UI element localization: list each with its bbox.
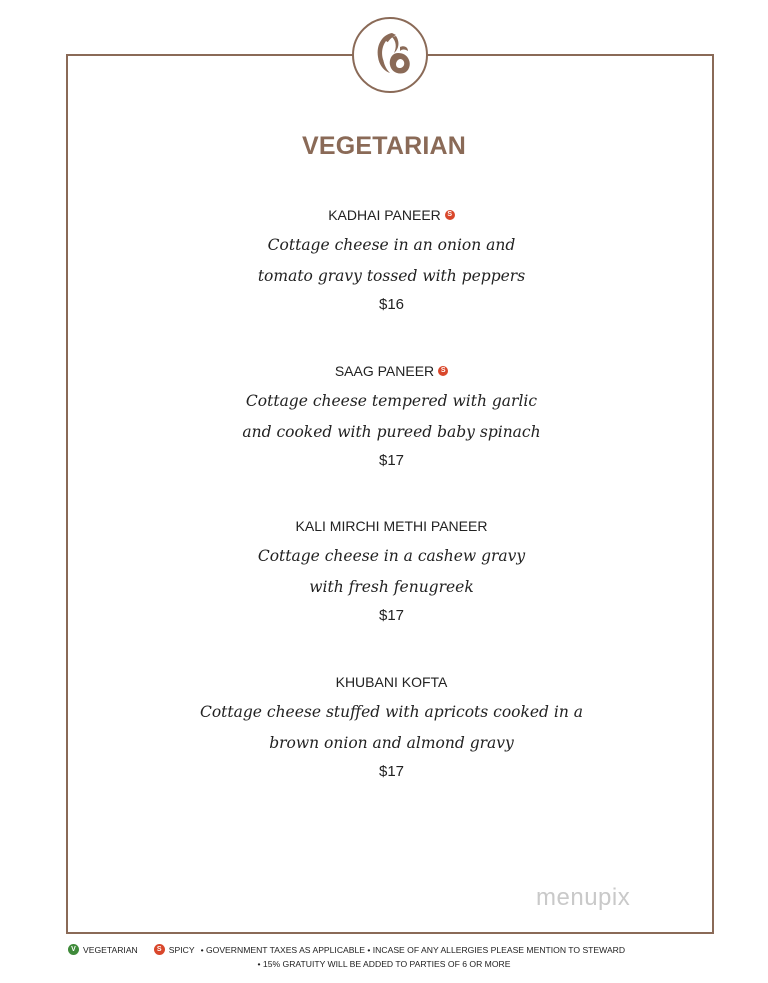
description-line: Cottage cheese tempered with garlic — [245, 392, 538, 410]
spicy-icon: S — [445, 210, 455, 220]
item-price: $16 — [378, 296, 405, 313]
peacock-logo-icon — [362, 27, 418, 83]
item-name: SAAG PANEER — [334, 363, 435, 379]
legend-vegetarian-label: VEGETARIAN — [83, 944, 138, 955]
item-name-row — [0, 673, 768, 691]
legend-line — [68, 944, 625, 955]
item-name: KHUBANI KOFTA — [335, 674, 448, 690]
menu-item — [0, 362, 768, 469]
watermark: menupix — [536, 884, 631, 911]
description-line: brown onion and almond gravy — [269, 734, 514, 752]
section-title: VEGETARIAN — [301, 132, 467, 160]
menu-item — [0, 517, 768, 624]
legend-spicy-label: SPICY — [168, 944, 195, 955]
item-name-row — [0, 206, 768, 224]
spicy-icon: S — [154, 944, 165, 955]
description-line: and cooked with pureed baby spinach — [242, 423, 541, 441]
item-name: KADHAI PANEER — [328, 207, 441, 223]
description-line: with fresh fenugreek — [309, 578, 474, 596]
description-line: Cottage cheese in a cashew gravy — [257, 547, 526, 565]
item-name-row — [0, 517, 768, 535]
menu-item — [0, 673, 768, 780]
description-line: Cottage cheese in an onion and — [267, 236, 516, 254]
description-line: Cottage cheese stuffed with apricots cooked in a — [199, 703, 584, 721]
item-description — [0, 386, 768, 448]
item-price: $17 — [378, 452, 405, 469]
menu-border — [66, 54, 714, 934]
menu-item — [0, 206, 768, 313]
item-price: $17 — [378, 763, 405, 780]
item-description — [0, 697, 768, 759]
restaurant-logo — [352, 17, 428, 93]
item-description — [0, 541, 768, 603]
item-name: KALI MIRCHI METHI PANEER — [295, 518, 488, 534]
item-price: $17 — [378, 607, 405, 624]
legend-taxes-note: • GOVERNMENT TAXES AS APPLICABLE • INCASE OF ANY ALLERGIES PLEASE MENTION TO STEWARD — [200, 944, 626, 955]
description-line: tomato gravy tossed with peppers — [257, 267, 526, 285]
legend-gratuity-note: • 15% GRATUITY WILL BE ADDED TO PARTIES OF 6 OR MORE — [257, 959, 511, 969]
item-description — [0, 230, 768, 292]
spicy-icon: S — [438, 366, 448, 376]
vegetarian-icon: V — [68, 944, 79, 955]
item-name-row — [0, 362, 768, 380]
